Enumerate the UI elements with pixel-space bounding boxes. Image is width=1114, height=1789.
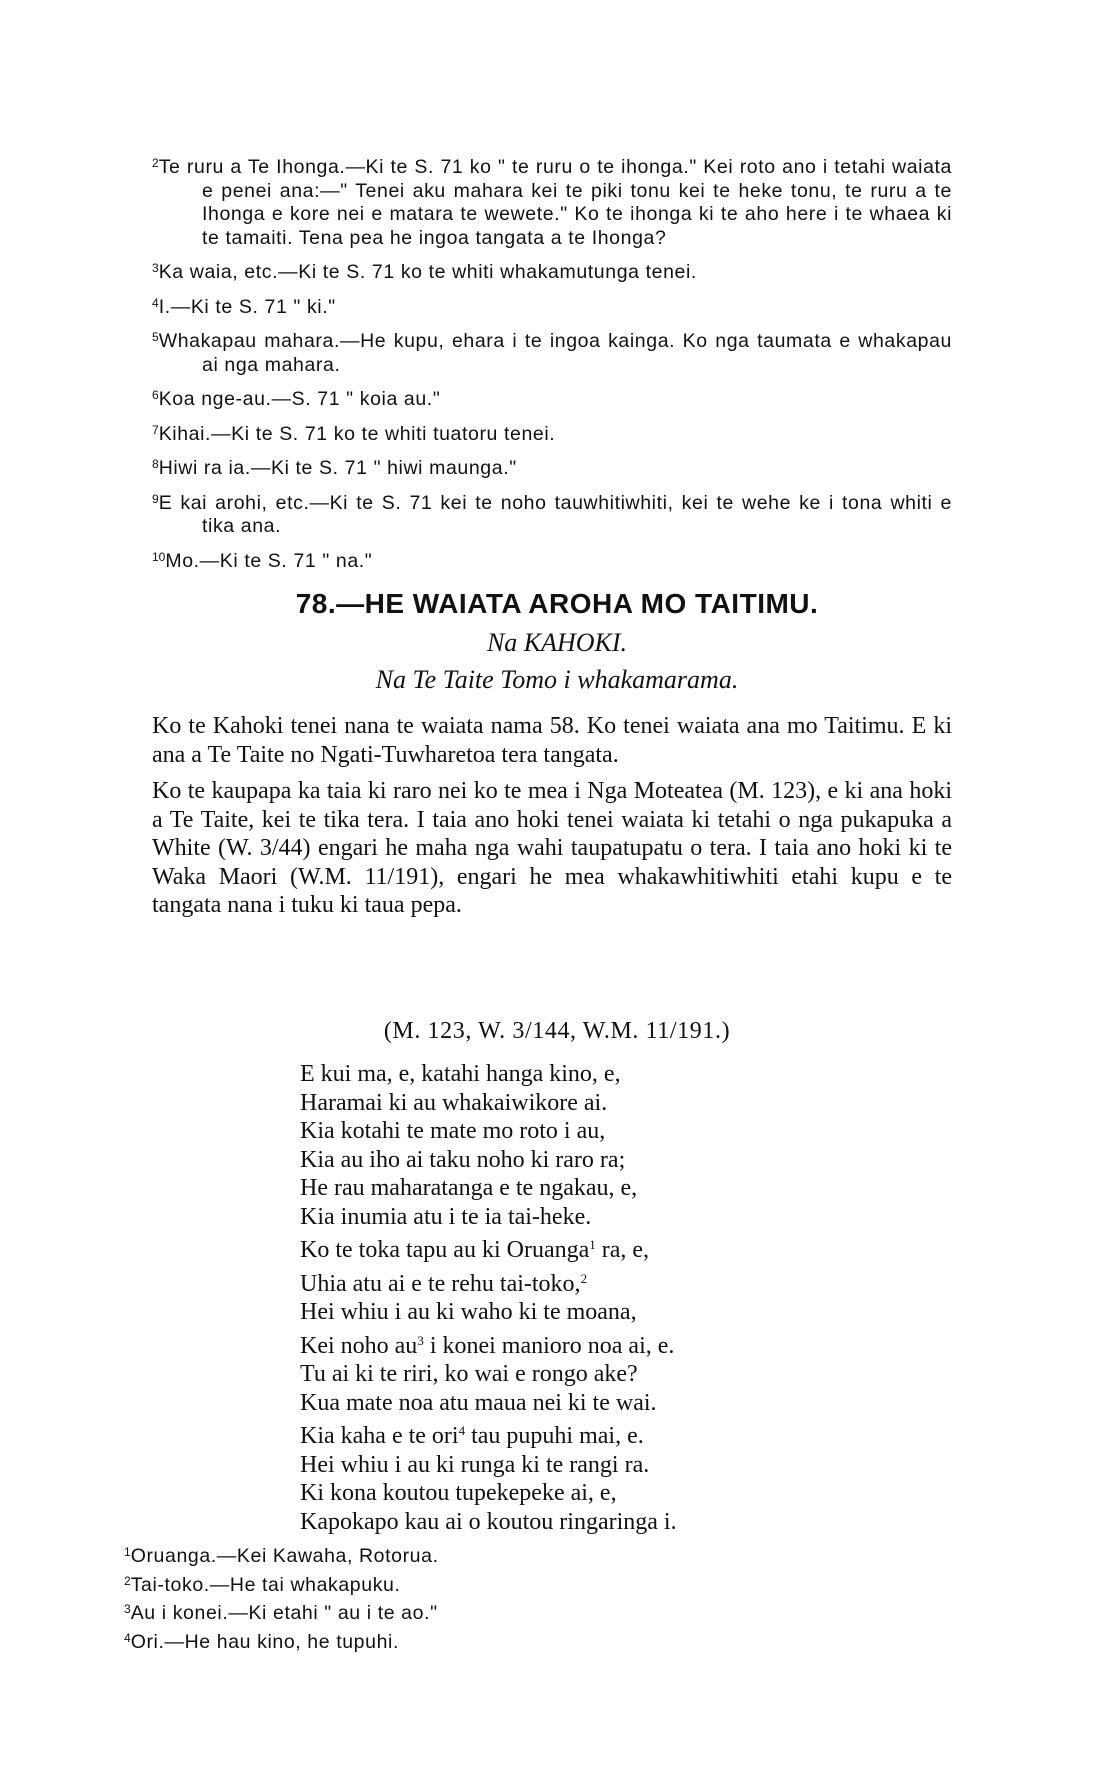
note-number: 7: [152, 422, 159, 437]
note-7: [152, 419, 952, 447]
note-text: Koa nge-au.—S. 71 " koia au.": [158, 388, 441, 410]
poem-line: He rau maharatanga e te ngakau, e,: [300, 1175, 638, 1201]
note-number: 9: [152, 491, 159, 506]
note-number: 4: [152, 295, 159, 310]
poem-line: Hei whiu i au ki waho ki te moana,: [300, 1299, 637, 1325]
footnote-3: [124, 1597, 924, 1626]
poem-line-text: Uhia atu ai e te rehu tai-toko,: [300, 1270, 581, 1297]
footnote-marker: 3: [417, 1332, 424, 1348]
poem-line: Kua mate noa atu maua nei ki te wai.: [300, 1389, 657, 1416]
footnote-number: 2: [124, 1573, 131, 1588]
note-number: 10: [152, 549, 166, 564]
note-6: [152, 384, 952, 412]
poem-line-text: Ko te toka tapu au ki Oruanga: [300, 1237, 590, 1263]
song-heading: 78.—HE WAIATA AROHA MO TAITIMU.: [295, 588, 819, 619]
note-9: [152, 488, 952, 539]
footnote-1: [124, 1540, 924, 1569]
note-2: [152, 152, 952, 250]
note-text: I.—Ki te S. 71 " ki.": [158, 295, 336, 318]
song-subtitle: Na Te Taite Tomo i whakamarama.: [375, 665, 739, 694]
note-text: Ka waia, etc.—Ki te S. 71 ko te whiti whakamutunga tenei.: [158, 261, 697, 283]
poem-line: Kapokapo kau ai o koutou ringaringa i.: [300, 1508, 677, 1535]
note-text: Hiwi ra ia.—Ki te S. 71 " hiwi maunga.": [158, 457, 517, 479]
note-text: Kihai.—Ki te S. 71 ko te whiti tuatoru tenei.: [158, 422, 556, 445]
note-5: [152, 326, 952, 377]
note-4: [152, 292, 952, 320]
poem-line: E kui ma, e, katahi hanga kino, e,: [300, 1061, 621, 1087]
intro-paragraph: Ko te kaupapa ka taia ki raro nei ko te mea i Nga Moteatea (M. 123), e ki ana hoki a Te Taite, kei te tika tera. I taia ano hoki tenei waiata ki tetahi o nga pukapuka a White (W. 3/44) engari he maha nga wahi taupatupatu o tera. I taia ano hoki ki te Waka Maori (W.M. 11/191), engari he mea whakawhitiwhiti etahi kupu e te tangata nana i tuku ki taua pepa.: [152, 778, 952, 918]
note-number: 3: [152, 261, 159, 275]
footnote-marker: 4: [458, 1423, 466, 1438]
note-10: [152, 546, 952, 574]
source-references: (M. 123, W. 3/144, W.M. 11/191.): [383, 1018, 731, 1044]
footnote-4: [124, 1626, 924, 1655]
top-notes: [152, 152, 952, 580]
poem-line: [300, 1265, 900, 1299]
footnote-text: Tai-toko.—He tai whakapuku.: [130, 1573, 401, 1596]
footnote-number: 3: [124, 1602, 131, 1616]
poem-line: Kia kotahi te mate mo roto i au,: [300, 1118, 606, 1144]
poem-line: [300, 1231, 900, 1265]
footnote-number: 4: [124, 1630, 131, 1645]
note-3: [152, 257, 952, 285]
note-number: 8: [152, 457, 159, 471]
poem-line: Ki kona koutou tupekepeke ai, e,: [300, 1480, 617, 1506]
poem-line-text: Kei noho au: [300, 1332, 418, 1359]
note-text: Whakapau mahara.—He kupu, ehara i te ingoa kainga. Ko nga taumata e whakapau ai nga mahara.: [158, 330, 952, 376]
poem-line: [300, 1417, 900, 1451]
note-number: 2: [152, 156, 159, 170]
footnote-text: Ori.—He hau kino, he tupuhi.: [130, 1630, 399, 1653]
footnote-2: [124, 1569, 924, 1598]
footnote-marker: 1: [589, 1237, 596, 1252]
poem-line-text: ra, e,: [595, 1237, 650, 1263]
intro-text: [152, 712, 952, 928]
poem-line: Hei whiu i au ki runga ki te rangi ra.: [300, 1451, 650, 1478]
footnotes: [124, 1540, 924, 1654]
poem: [300, 1060, 900, 1536]
poem-line: Tu ai ki te riri, ko wai e rongo ake?: [300, 1361, 638, 1387]
note-text: Mo.—Ki te S. 71 " na.": [165, 549, 373, 572]
intro-paragraph: Ko te Kahoki tenei nana te waiata nama 58. Ko tenei waiata ana mo Taitimu. E ki ana a Te Taite no Ngati-Tuwharetoa tera tangata.: [152, 713, 952, 768]
poem-line-text: i konei manioro noa ai, e.: [423, 1332, 675, 1359]
note-text: E kai arohi, etc.—Ki te S. 71 kei te noho tauwhitiwhiti, kei te wehe ke i tona whiti e tika ana.: [158, 491, 952, 537]
poem-line: Haramai ki au whakaiwikore ai.: [300, 1089, 608, 1116]
footnote-number: 1: [124, 1545, 131, 1559]
note-number: 6: [152, 388, 159, 402]
footnote-text: Au i konei.—Ki etahi " au i te ao.": [130, 1602, 438, 1624]
song-author: Na KAHOKI.: [486, 628, 628, 657]
footnote-text: Oruanga.—Kei Kawaha, Rotorua.: [130, 1545, 439, 1567]
note-number: 5: [152, 330, 159, 344]
poem-line: [300, 1327, 900, 1361]
note-text: Te ruru a Te Ihonga.—Ki te S. 71 ko " te ruru o te ihonga." Kei roto ano i tetahi waiata e penei ana:—" Tenei aku mahara kei te piki tonu kei te heke tonu, te ruru a te Ihonga e kore nei e matara te wewete." Ko te ihonga ki te aho here i te whaea ki te tamaiti. Tena pea he ingoa tangata a te Ihonga?: [158, 156, 952, 249]
poem-line-text: Kia kaha e te ori: [300, 1423, 459, 1449]
note-8: [152, 453, 952, 481]
footnote-marker: 2: [580, 1270, 588, 1286]
poem-line: Kia au iho ai taku noho ki raro ra;: [300, 1146, 626, 1173]
poem-line: Kia inumia atu i te ia tai-heke.: [300, 1203, 592, 1230]
poem-line-text: tau pupuhi mai, e.: [465, 1423, 644, 1449]
